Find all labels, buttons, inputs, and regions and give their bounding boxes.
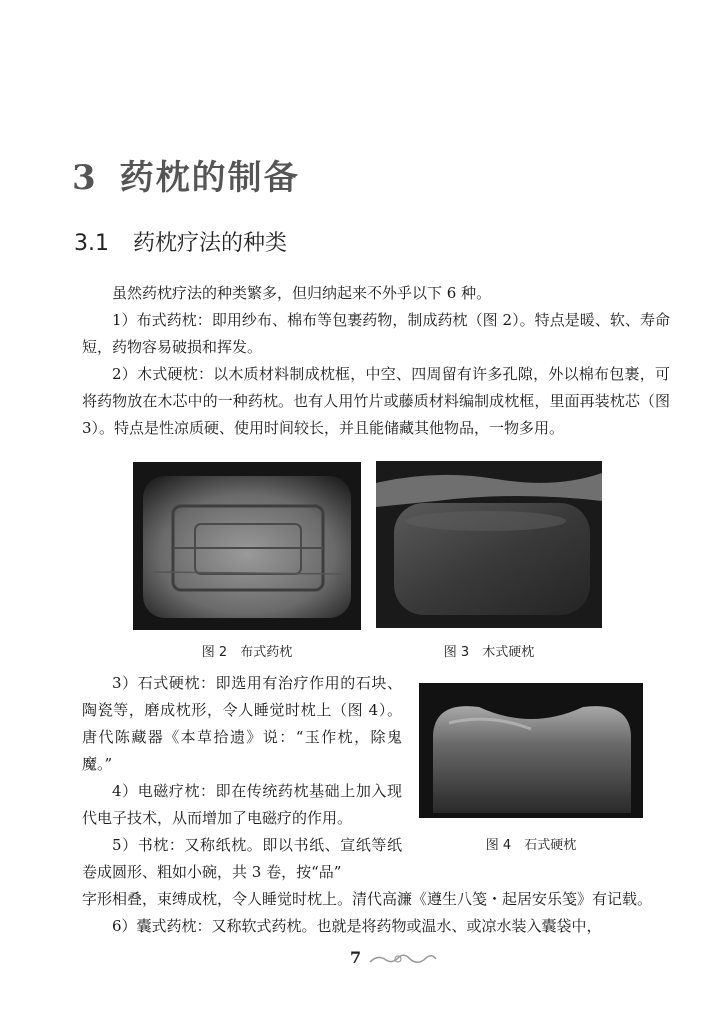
figure-3-caption: 图 3 木式硬枕 — [443, 645, 535, 660]
chapter-title — [72, 150, 300, 199]
paragraph-book-pillow-end: 字形相叠，束缚成枕，令人睡觉时枕上。清代高濂《遵生八笺・起居安乐笺》有记载。 — [82, 890, 653, 908]
figure-3-photo — [376, 461, 602, 628]
chapter-title-text: 药枕的制备 — [119, 158, 300, 198]
wood-pillow-image — [376, 461, 602, 628]
paragraph-stone-pillow: 3）石式硬枕：即选用有治疗作用的石块、陶瓷等，磨成枕形，令人睡觉时枕上（图 4）。唐代陈藏器《本草拾遗》说：“玉作枕，除鬼魔。” — [82, 674, 402, 773]
figure-2-photo — [133, 462, 361, 630]
stone-pillow-image — [419, 683, 643, 818]
page-number: 7 — [350, 948, 362, 967]
paragraph-cloth-pillow: 1）布式药枕：即用纱布、棉布等包裹药物，制成药枕（图 2）。特点是暖、软、寿命短，药物容易破损和挥发。 — [82, 311, 670, 356]
paragraph-electromagnetic-pillow: 4）电磁疗枕：即在传统药枕基础上加入现代电子技术，从而增加了电磁疗的作用。 — [82, 782, 402, 827]
paragraph-book-pillow-start: 5）书枕：又称纸枕。即以书纸、宣纸等纸卷成圆形、粗如小碗，共 3 卷，按“品” — [82, 836, 402, 881]
cloth-pillow-image — [133, 462, 361, 630]
section-title — [74, 226, 287, 257]
chapter-number: 3 — [72, 158, 98, 198]
cloud-ornament-icon — [368, 950, 438, 968]
figure-4-caption: 图 4 石式硬枕 — [485, 838, 577, 853]
figure-4-photo — [419, 683, 643, 818]
section-title-text: 药枕疗法的种类 — [133, 231, 288, 256]
section-number: 3.1 — [74, 231, 109, 256]
figure-2-caption: 图 2 布式药枕 — [201, 645, 293, 660]
intro-paragraph: 虽然药枕疗法的种类繁多，但归纳起来不外乎以下 6 种。 — [112, 284, 492, 302]
paragraph-pouch-pillow: 6）囊式药枕：又称软式药枕。也就是将药物或温水、或凉水装入囊袋中， — [112, 917, 602, 935]
paragraph-wood-pillow: 2）木式硬枕：以木质材料制成枕框，中空、四周留有许多孔隙，外以棉布包裹，可将药物放在木芯中的一种药枕。也有人用竹片或藤质材料编制成枕框，里面再装枕芯（图 3）。特点是性凉质硬、使用时间较长，并且能储藏其他物品，一物多用。 — [82, 365, 670, 437]
